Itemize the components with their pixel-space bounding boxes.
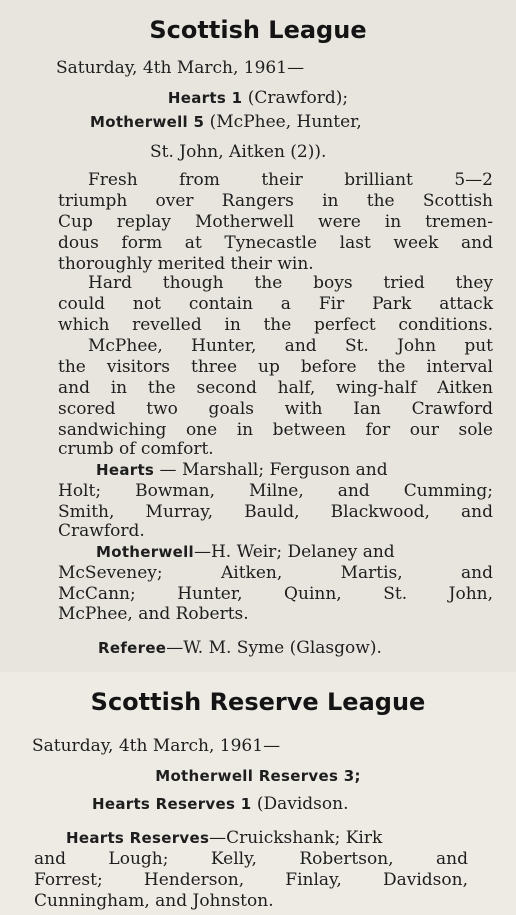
motherwell-lineup-line: McCann; Hunter, Quinn, St. John, [58,584,493,604]
home-scorers: (Crawford); [247,88,349,108]
home-team-score: Hearts 1 [167,89,243,107]
away-scorers-cont: St. John, Aitken (2)). [150,142,327,162]
reserve-away-result [92,794,348,815]
reserve-home-result [0,766,516,787]
away-team-score: Motherwell 5 [90,113,205,131]
hearts-lineup-line: Holt; Bowman, Milne, and Cumming; [58,481,493,501]
report-line: Hard though the boys tried they [88,273,493,293]
reserve-league-title: Scottish Reserve League [90,688,426,716]
motherwell-lineup-line: McPhee, and Roberts. [58,604,249,624]
scottish-league-title: Scottish League [149,16,367,44]
reserve-home-team-score: Motherwell Reserves 3; [155,767,361,785]
reserve-lineup-first-line [66,828,468,849]
motherwell-lineup-first-line [96,542,493,563]
motherwell-lineup-label: Motherwell [96,543,194,561]
reserve-lineup-label: Hearts Reserves [66,829,210,847]
referee-label: Referee [98,639,167,657]
motherwell-lineup-text: —H. Weir; Delaney and [193,542,395,562]
report-line: scored two goals with Ian Crawford [58,399,493,419]
report-line: dous form at Tynecastle last week and [58,233,493,253]
hearts-lineup-first-line [96,460,493,481]
away-scorers: (McPhee, Hunter, [209,112,362,132]
report-line: the visitors three up before the interval [58,357,493,377]
reserve-lineup-text: —Cruickshank; Kirk [209,828,383,848]
hearts-lineup-label: Hearts [96,461,155,479]
hearts-lineup-text: — Marshall; Ferguson and [154,460,388,480]
away-result [90,112,362,133]
referee-name: —W. M. Syme (Glasgow). [166,638,382,658]
report-line: thoroughly merited their win. [58,254,314,274]
reserve-lineup-line: Forrest; Henderson, Finlay, Davidson, [34,870,468,890]
home-result [0,88,516,109]
report-line: could not contain a Fir Park attack [58,294,493,314]
report-line: triumph over Rangers in the Scottish [58,191,493,211]
reserve-away-scorers: (Davidson. [256,794,349,814]
motherwell-lineup-line: McSeveney; Aitken, Martis, and [58,563,493,583]
report-line: McPhee, Hunter, and St. John put [88,336,493,356]
match-date: Saturday, 4th March, 1961— [56,58,305,78]
report-line: Fresh from their brilliant 5—2 [88,170,493,190]
hearts-lineup-line: Crawford. [58,521,145,541]
reserve-lineup-line: and Lough; Kelly, Robertson, and [34,849,468,869]
report-line: Cup replay Motherwell were in tremen- [58,212,493,232]
report-line: crumb of comfort. [58,439,214,459]
referee-line [98,638,382,659]
report-line: sandwiching one in between for our sole [58,420,493,440]
hearts-lineup-line: Smith, Murray, Bauld, Blackwood, and [58,502,493,522]
reserve-away-team-score: Hearts Reserves 1 [92,795,252,813]
reserve-league-section [0,672,516,915]
reserve-match-date: Saturday, 4th March, 1961— [32,736,281,756]
report-line: and in the second half, wing-half Aitken [58,378,493,398]
reserve-lineup-line: Cunningham, and Johnston. [34,891,274,911]
report-line: which revelled in the perfect conditions. [58,315,493,335]
